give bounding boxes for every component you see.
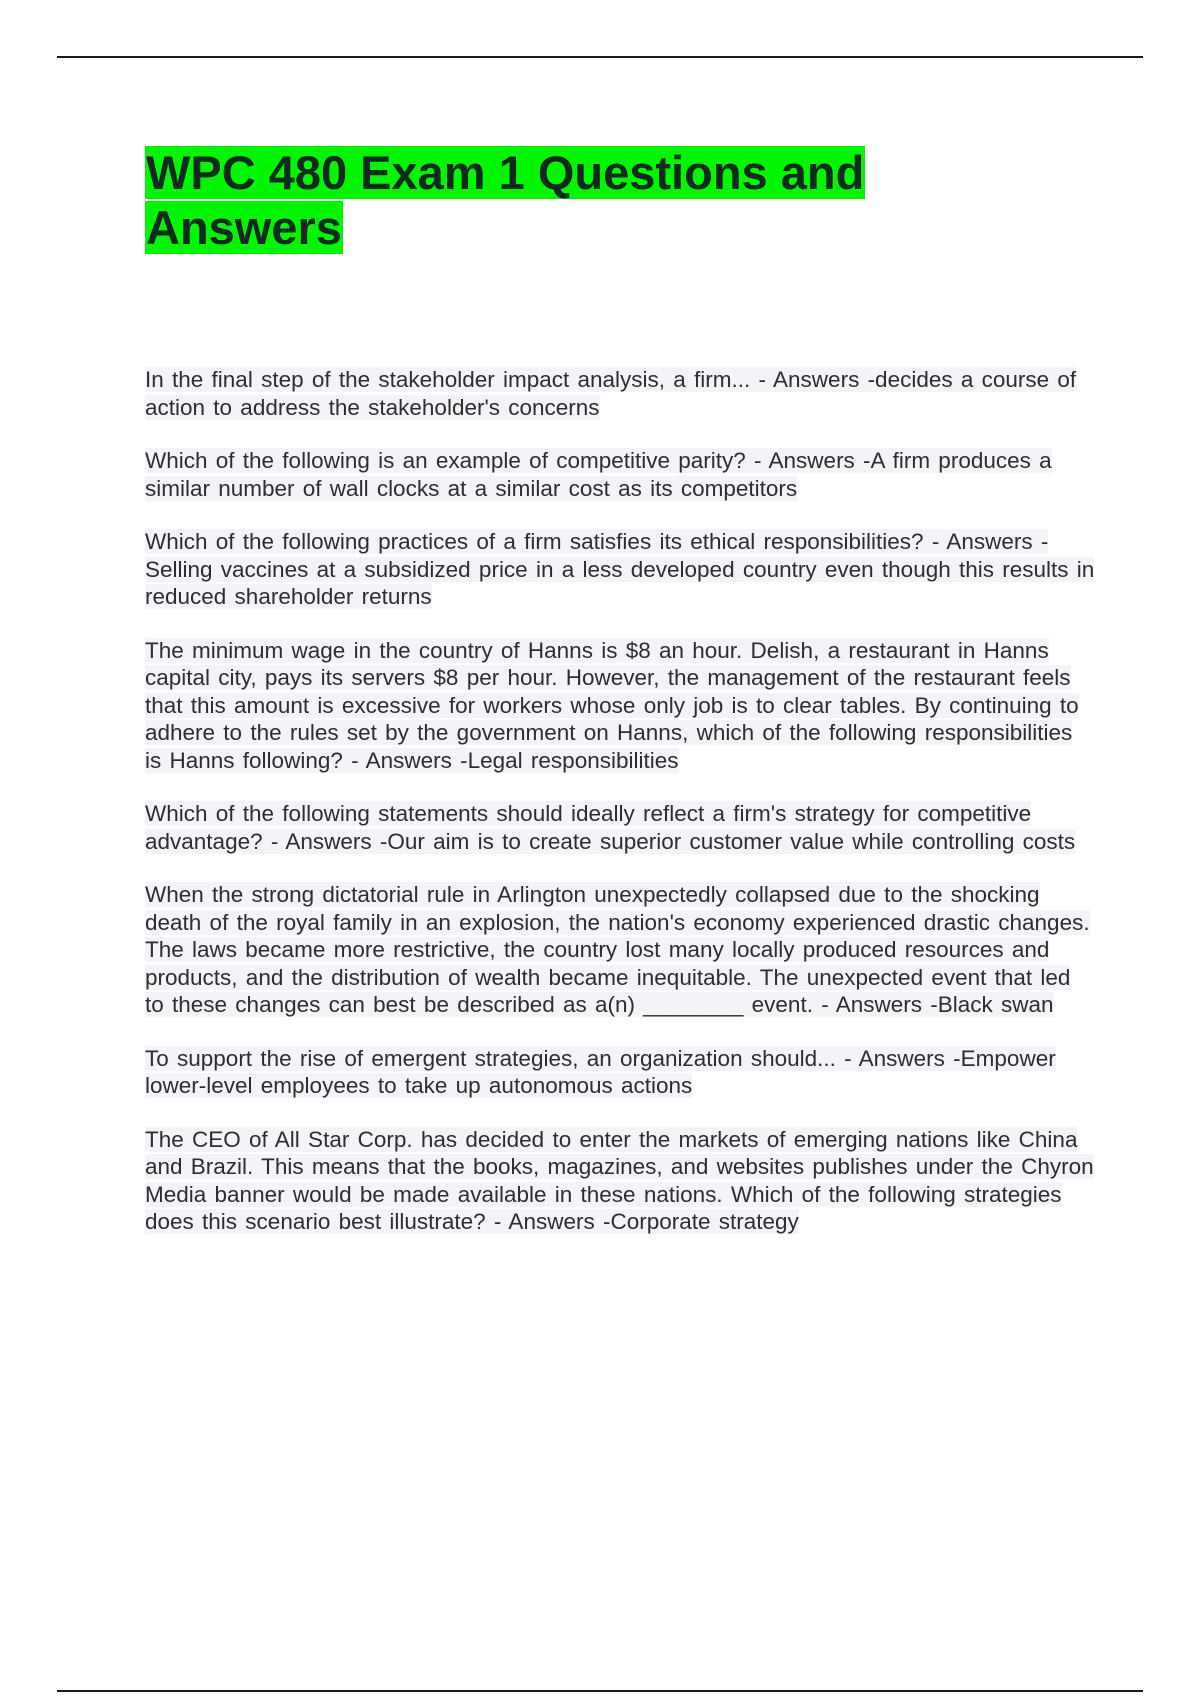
qa-item-text: To support the rise of emergent strategies, an organization should... - Answers -Empower lower-level employees to take up autonomous actions: [145, 1045, 1056, 1098]
qa-item-text: Which of the following practices of a firm satisfies its ethical responsibilities? - Answers -Selling vaccines at a subsidized price in a less developed country even though this results in reduced shareholder returns: [145, 529, 1095, 609]
qa-list: [145, 366, 1095, 1262]
qa-item: [145, 528, 1095, 611]
qa-item-text: In the final step of the stakeholder impact analysis, a firm... - Answers -decides a course of action to address the stakeholder's concerns: [145, 367, 1077, 420]
qa-item-text: Which of the following statements should ideally reflect a firm's strategy for competitive advantage? - Answers -Our aim is to create superior customer value while controlling costs: [145, 801, 1076, 854]
document-title-text: WPC 480 Exam 1 Questions and Answers: [146, 146, 865, 254]
qa-item-text: The CEO of All Star Corp. has decided to enter the markets of emerging nations like China and Brazil. This means that the books, magazines, and websites publishes under the Chyron Media banner would be made available in these nations. Which of the following strategies does this scenario best illustrate? - Answers -Corporate strategy: [145, 1126, 1094, 1234]
bottom-rule: [57, 1690, 1143, 1692]
qa-item: [145, 800, 1095, 855]
qa-item: [145, 881, 1095, 1019]
qa-item-text: When the strong dictatorial rule in Arlington unexpectedly collapsed due to the shocking death of the royal family in an explosion, the nation's economy experienced drastic changes. The laws became more restrictive, the country lost many locally produced resources and products, and the distribution of wealth became inequitable. The unexpected event that led to these changes can best be described as a(n) ________ event. - Answers -Black swan: [145, 882, 1090, 1017]
qa-item-text: Which of the following is an example of competitive parity? - Answers -A firm produces a similar number of wall clocks at a similar cost as its competitors: [145, 448, 1052, 501]
document-title: [145, 145, 905, 255]
top-rule: [57, 56, 1143, 58]
qa-item: [145, 1045, 1095, 1100]
qa-item: [145, 1126, 1095, 1236]
qa-item-text: The minimum wage in the country of Hanns is $8 an hour. Delish, a restaurant in Hanns capital city, pays its servers $8 per hour. However, the management of the restaurant feels that this amount is excessive for workers whose only job is to clear tables. By continuing to adhere to the rules set by the government on Hanns, which of the following responsibilities is Hanns following? - Answers -Legal responsibilities: [145, 637, 1079, 773]
qa-item: [145, 447, 1095, 502]
qa-item: [145, 637, 1095, 775]
qa-item: [145, 366, 1095, 421]
